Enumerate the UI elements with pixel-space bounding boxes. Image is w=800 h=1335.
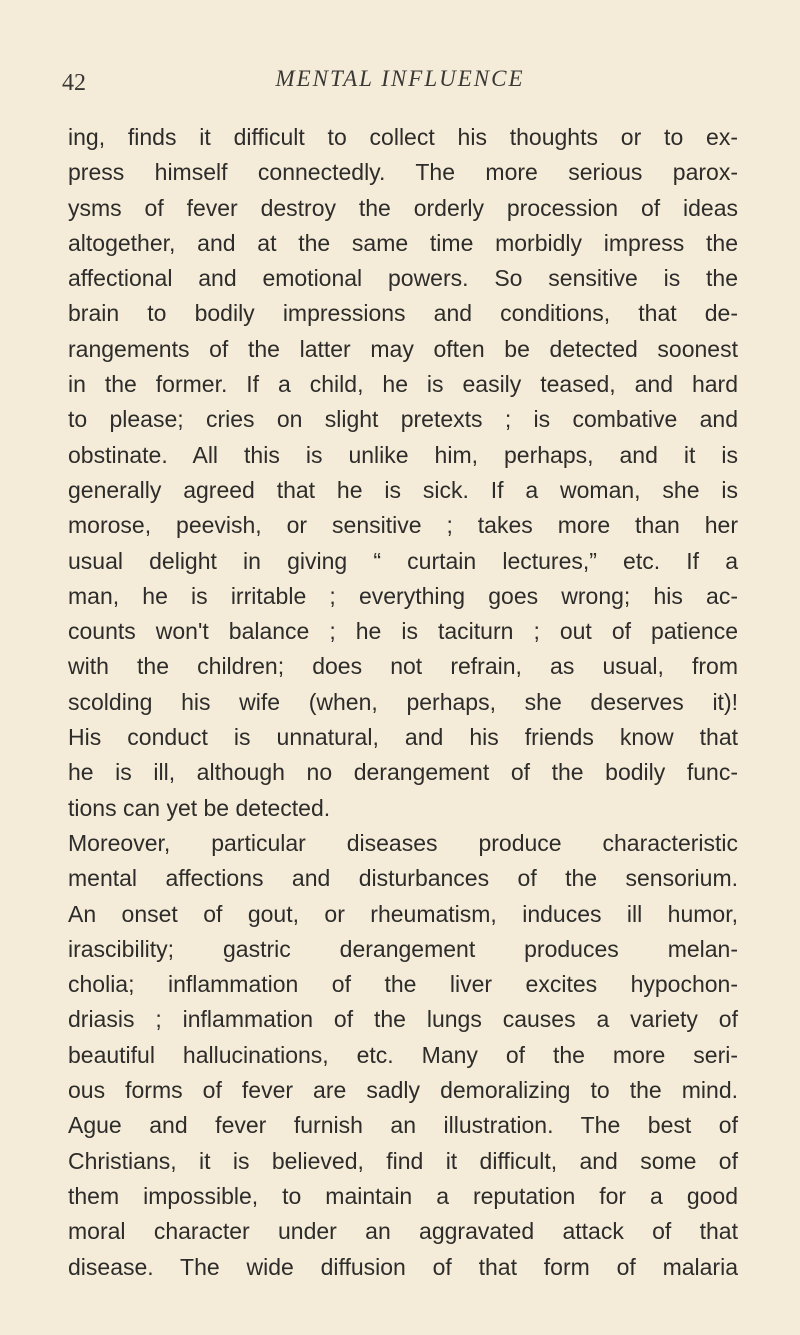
text-line: irascibility; gastric derangement produces melan- xyxy=(68,935,738,962)
text-line: Moreover, particular diseases produce characteristic xyxy=(68,829,738,856)
text-line: scolding his wife (when, perhaps, she deserves it)! xyxy=(68,688,738,715)
text-line: mental affections and disturbances of the sensorium. xyxy=(68,865,738,892)
text-line: counts won't balance ; he is taciturn ; out of patience xyxy=(68,618,738,645)
text-line: beautiful hallucinations, etc. Many of the more seri- xyxy=(68,1041,738,1068)
text-line: moral character under an aggravated attack of that xyxy=(68,1218,738,1245)
text-line: brain to bodily impressions and conditions, that de- xyxy=(68,300,738,327)
text-line: obstinate. All this is unlike him, perhaps, and it is xyxy=(68,441,738,468)
text-line: Ague and fever furnish an illustration. The best of xyxy=(68,1112,738,1139)
text-line: them impossible, to maintain a reputation for a good xyxy=(68,1182,738,1209)
text-line: man, he is irritable ; everything goes wrong; his ac- xyxy=(68,582,738,609)
text-line: cholia; inflammation of the liver excites hypochon- xyxy=(68,971,738,998)
text-line: His conduct is unnatural, and his friends know that xyxy=(68,724,738,751)
page-number: 42 xyxy=(62,70,86,96)
text-line: Christians, it is believed, find it difficult, and some of xyxy=(68,1147,738,1174)
text-line: altogether, and at the same time morbidly impress the xyxy=(68,229,738,256)
text-line: ous forms of fever are sadly demoralizing to the mind. xyxy=(68,1077,738,1104)
text-line: he is ill, although no derangement of the bodily func- xyxy=(68,759,738,786)
text-line: tions can yet be detected. xyxy=(68,794,331,821)
running-head: MENTAL INFLUENCE xyxy=(275,66,525,91)
text-line: disease. The wide diffusion of that form of malaria xyxy=(68,1253,738,1280)
text-line: An onset of gout, or rheumatism, induces ill humor, xyxy=(68,900,738,927)
text-line: rangements of the latter may often be detected soonest xyxy=(68,335,738,362)
body-text xyxy=(68,120,738,1285)
text-line: press himself connectedly. The more serious parox- xyxy=(68,159,738,186)
text-line: in the former. If a child, he is easily teased, and hard xyxy=(68,371,738,398)
text-line: with the children; does not refrain, as usual, from xyxy=(68,653,738,680)
text-line: driasis ; inflammation of the lungs causes a variety of xyxy=(68,1006,738,1033)
text-line: ing, finds it difficult to collect his thoughts or to ex- xyxy=(68,124,738,150)
text-line: ysms of fever destroy the orderly procession of ideas xyxy=(68,194,738,221)
text-line: generally agreed that he is sick. If a woman, she is xyxy=(68,476,738,503)
page-header xyxy=(0,64,800,104)
text-line: to please; cries on slight pretexts ; is combative and xyxy=(68,406,738,433)
text-line: usual delight in giving “ curtain lectures,” etc. If a xyxy=(68,547,738,574)
text-line: morose, peevish, or sensitive ; takes more than her xyxy=(68,512,738,539)
text-line: affectional and emotional powers. So sensitive is the xyxy=(68,265,738,292)
